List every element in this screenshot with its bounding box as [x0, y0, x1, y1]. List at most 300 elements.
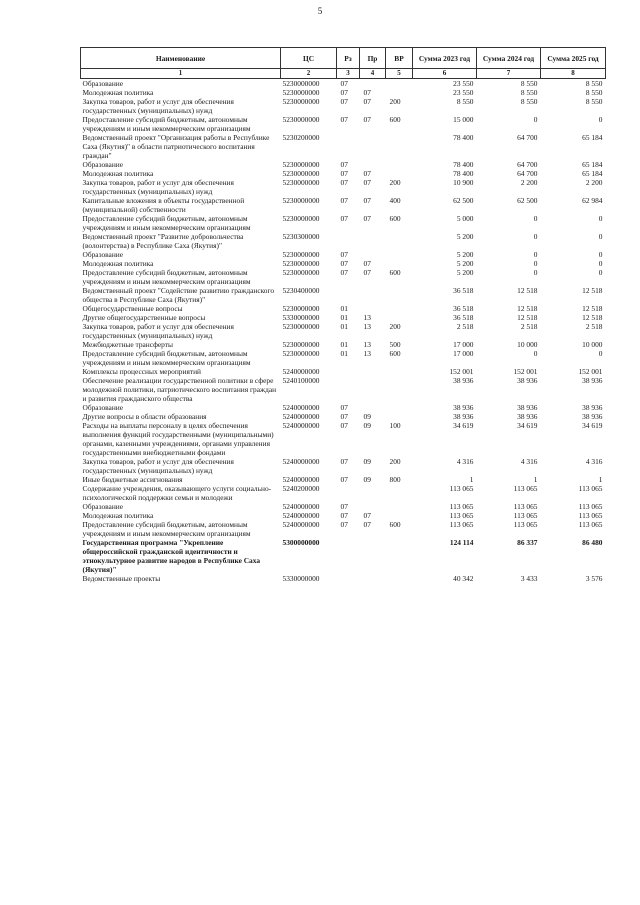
cell-cs: 5240000000	[282, 412, 320, 421]
cell-rz	[337, 286, 360, 304]
cell-sum-2023: 10 900	[453, 178, 474, 187]
cell-rz: 07	[340, 259, 348, 268]
cell-rz: 07	[340, 196, 348, 205]
cell-sum-2024: 38 936	[517, 403, 538, 412]
table-row	[81, 160, 606, 169]
cell-pr: 07	[363, 178, 371, 187]
cell-sum-2023: 36 518	[453, 304, 474, 313]
cell-vr: 800	[389, 475, 401, 484]
cell-pr	[360, 79, 386, 89]
cell-sum-2025: 0	[598, 259, 603, 268]
header-pr: Пр	[360, 48, 386, 69]
cell-pr	[360, 304, 386, 313]
cell-vr	[386, 412, 413, 421]
cell-rz: 01	[340, 349, 348, 358]
cell-rz: 07	[340, 457, 348, 466]
cell-vr: 200	[389, 97, 401, 106]
cell-pr: 07	[363, 97, 371, 106]
cell-sum-2023: 15 000	[453, 115, 474, 124]
cell-sum-2023: 78 400	[453, 169, 474, 178]
table-row	[81, 286, 606, 304]
table-row	[81, 349, 606, 367]
cell-rz	[337, 538, 360, 574]
cell-cs: 5230000000	[282, 349, 320, 358]
cell-vr	[386, 286, 413, 304]
cell-sum-2023: 17 000	[453, 349, 474, 358]
cell-rz: 07	[340, 268, 348, 277]
cell-cs: 5230000000	[282, 97, 320, 106]
cell-vr: 600	[389, 268, 401, 277]
cell-vr	[386, 169, 413, 178]
header-number: 1	[81, 69, 281, 79]
cell-cs: 5330000000	[282, 313, 320, 322]
cell-cs: 5230000000	[282, 304, 320, 313]
cell-name: Закупка товаров, работ и услуг для обеспечения государственных (муниципальных) нужд	[82, 97, 234, 115]
cell-sum-2023: 124 114	[449, 538, 474, 547]
table-row	[81, 133, 606, 160]
cell-pr: 13	[363, 340, 371, 349]
cell-cs: 5240000000	[282, 475, 320, 484]
cell-rz: 07	[340, 88, 348, 97]
cell-sum-2023: 5 200	[456, 232, 474, 241]
cell-cs: 5230300000	[282, 232, 320, 241]
cell-vr	[386, 160, 413, 169]
cell-name: Предоставление субсидий бюджетным, автономным учреждениям и иным некоммерческим организациям	[82, 115, 251, 133]
cell-name: Расходы на выплаты персоналу в целях обеспечения выполнения функций государственными (муниципальными) органами, казенными учреждениями, органами управления государственными внебюджетными фондами	[82, 421, 274, 457]
cell-pr	[360, 484, 386, 502]
cell-cs: 5240200000	[282, 484, 320, 493]
cell-cs: 5230000000	[282, 250, 320, 259]
cell-rz	[337, 574, 360, 583]
cell-pr	[360, 574, 386, 583]
header-cs: ЦС	[281, 48, 337, 69]
page-number: 5	[317, 6, 323, 16]
table-row	[81, 484, 606, 502]
cell-name: Образование	[82, 160, 124, 169]
cell-sum-2024: 62 500	[517, 196, 538, 205]
cell-vr	[386, 304, 413, 313]
cell-pr: 13	[363, 322, 371, 331]
cell-sum-2025: 0	[598, 250, 603, 259]
cell-sum-2025: 38 936	[582, 412, 603, 421]
cell-name: Предоставление субсидий бюджетным, автономным учреждениям и иным некоммерческим организациям	[82, 214, 251, 232]
cell-vr: 400	[389, 196, 401, 205]
cell-vr: 100	[389, 421, 401, 430]
cell-rz: 01	[340, 340, 348, 349]
cell-rz: 07	[340, 160, 348, 169]
cell-name: Молодежная политика	[82, 169, 154, 178]
cell-sum-2023: 78 400	[453, 160, 474, 169]
cell-sum-2023: 8 550	[456, 97, 474, 106]
header-number: 8	[541, 69, 606, 79]
cell-name: Другие общегосударственные вопросы	[82, 313, 206, 322]
cell-sum-2024: 38 936	[517, 412, 538, 421]
cell-pr	[360, 160, 386, 169]
table-row	[81, 79, 606, 89]
cell-sum-2023: 17 000	[453, 340, 474, 349]
cell-vr: 600	[389, 115, 401, 124]
cell-sum-2024: 64 700	[517, 133, 538, 142]
cell-vr	[386, 376, 413, 403]
cell-rz: 07	[340, 403, 348, 412]
cell-pr	[360, 250, 386, 259]
cell-name: Иные бюджетные ассигнования	[82, 475, 183, 484]
cell-sum-2024: 0	[533, 115, 538, 124]
cell-sum-2025: 113 065	[578, 511, 603, 520]
cell-pr: 13	[363, 349, 371, 358]
header-number-row	[81, 69, 606, 79]
cell-pr: 09	[363, 475, 371, 484]
cell-name: Образование	[82, 79, 124, 88]
cell-name: Обеспечение реализации государственной политики в сфере молодежной политики, патриотического воспитания граждан и развития гражданского общества	[82, 376, 277, 403]
cell-sum-2023: 36 518	[453, 286, 474, 295]
cell-sum-2024: 12 518	[517, 313, 538, 322]
header-number: 7	[477, 69, 541, 79]
cell-name: Предоставление субсидий бюджетным, автономным учреждениям и иным некоммерческим организациям	[82, 268, 251, 286]
cell-sum-2024: 113 065	[513, 511, 538, 520]
cell-vr	[386, 403, 413, 412]
cell-sum-2024: 38 936	[517, 376, 538, 385]
cell-vr: 600	[389, 520, 401, 529]
table-row	[81, 574, 606, 583]
cell-cs: 5230000000	[282, 340, 320, 349]
cell-sum-2025: 0	[598, 214, 603, 223]
cell-sum-2023: 113 065	[449, 520, 474, 529]
cell-rz: 01	[340, 304, 348, 313]
cell-rz: 07	[340, 115, 348, 124]
cell-cs: 5240000000	[282, 520, 320, 529]
cell-vr	[386, 259, 413, 268]
table-row	[81, 232, 606, 250]
cell-pr: 07	[363, 268, 371, 277]
cell-cs: 5230000000	[282, 160, 320, 169]
cell-rz: 07	[340, 475, 348, 484]
cell-sum-2023: 23 550	[453, 88, 474, 97]
cell-cs: 5230000000	[282, 259, 320, 268]
cell-cs: 5300000000	[282, 538, 320, 547]
cell-sum-2023: 78 400	[453, 133, 474, 142]
cell-pr: 09	[363, 412, 371, 421]
cell-vr: 200	[389, 457, 401, 466]
table-row	[81, 196, 606, 214]
cell-sum-2024: 113 065	[513, 502, 538, 511]
cell-vr: 200	[389, 322, 401, 331]
cell-cs: 5240000000	[282, 511, 320, 520]
table-row	[81, 502, 606, 511]
cell-vr	[386, 538, 413, 574]
cell-sum-2024: 2 518	[520, 322, 538, 331]
cell-name: Капитальные вложения в объекты государственной (муниципальной) собственности	[82, 196, 245, 214]
cell-sum-2025: 65 184	[582, 160, 603, 169]
cell-pr: 13	[363, 313, 371, 322]
cell-name: Закупка товаров, работ и услуг для обеспечения государственных (муниципальных) нужд	[82, 457, 234, 475]
cell-sum-2025: 8 550	[585, 79, 603, 88]
cell-pr: 07	[363, 169, 371, 178]
cell-sum-2024: 64 700	[517, 160, 538, 169]
cell-sum-2023: 5 200	[456, 259, 474, 268]
cell-pr: 07	[363, 88, 371, 97]
cell-sum-2023: 5 200	[456, 268, 474, 277]
cell-sum-2025: 12 518	[582, 313, 603, 322]
cell-cs: 5230000000	[282, 322, 320, 331]
cell-sum-2025: 8 550	[585, 88, 603, 97]
cell-name: Образование	[82, 403, 124, 412]
cell-sum-2023: 38 936	[453, 412, 474, 421]
cell-sum-2024: 2 200	[520, 178, 538, 187]
cell-vr	[386, 574, 413, 583]
cell-pr: 07	[363, 520, 371, 529]
cell-cs: 5230000000	[282, 268, 320, 277]
cell-rz: 01	[340, 322, 348, 331]
cell-sum-2023: 5 200	[456, 250, 474, 259]
cell-sum-2025: 3 576	[585, 574, 603, 583]
cell-sum-2025: 0	[598, 349, 603, 358]
header-number: 5	[386, 69, 413, 79]
cell-sum-2023: 152 001	[449, 367, 474, 376]
cell-pr: 09	[363, 457, 371, 466]
cell-vr	[386, 502, 413, 511]
table-row	[81, 457, 606, 475]
cell-cs: 5230000000	[282, 196, 320, 205]
header-vr: ВР	[386, 48, 413, 69]
cell-sum-2025: 1	[598, 475, 603, 484]
cell-rz	[337, 484, 360, 502]
cell-sum-2023: 5 000	[456, 214, 474, 223]
cell-cs: 5240000000	[282, 421, 320, 430]
cell-cs: 5230000000	[282, 79, 320, 88]
cell-sum-2024: 0	[533, 259, 538, 268]
table-row	[81, 403, 606, 412]
cell-sum-2023: 2 518	[456, 322, 474, 331]
cell-name: Предоставление субсидий бюджетным, автономным учреждениям и иным некоммерческим организациям	[82, 520, 251, 538]
cell-vr: 200	[389, 178, 401, 187]
cell-sum-2023: 113 065	[449, 484, 474, 493]
cell-vr	[386, 232, 413, 250]
table-row	[81, 367, 606, 376]
cell-sum-2024: 0	[533, 349, 538, 358]
cell-vr	[386, 250, 413, 259]
cell-sum-2023: 62 500	[453, 196, 474, 205]
cell-sum-2025: 12 518	[582, 286, 603, 295]
table-row	[81, 169, 606, 178]
cell-rz: 07	[340, 412, 348, 421]
cell-sum-2025: 65 184	[582, 133, 603, 142]
cell-sum-2024: 3 433	[520, 574, 538, 583]
header-number: 2	[281, 69, 337, 79]
cell-pr	[360, 403, 386, 412]
cell-sum-2024: 64 700	[517, 169, 538, 178]
cell-cs: 5230000000	[282, 178, 320, 187]
cell-vr	[386, 511, 413, 520]
cell-cs: 5230000000	[282, 214, 320, 223]
cell-pr	[360, 232, 386, 250]
table-row	[81, 520, 606, 538]
cell-cs: 5230400000	[282, 286, 320, 295]
cell-name: Комплексы процессных мероприятий	[82, 367, 201, 376]
cell-rz: 01	[340, 313, 348, 322]
cell-sum-2024: 0	[533, 268, 538, 277]
cell-sum-2025: 12 518	[582, 304, 603, 313]
cell-rz: 07	[340, 214, 348, 223]
cell-sum-2024: 8 550	[520, 97, 538, 106]
cell-sum-2023: 113 065	[449, 511, 474, 520]
cell-sum-2025: 8 550	[585, 97, 603, 106]
cell-sum-2025: 113 065	[578, 502, 603, 511]
cell-pr	[360, 367, 386, 376]
cell-sum-2025: 4 316	[585, 457, 603, 466]
cell-sum-2024: 8 550	[520, 88, 538, 97]
header-sum-2023: Сумма 2023 год	[413, 48, 477, 69]
table-row	[81, 178, 606, 196]
cell-vr	[386, 79, 413, 89]
cell-pr	[360, 133, 386, 160]
cell-name: Закупка товаров, работ и услуг для обеспечения государственных (муниципальных) нужд	[82, 178, 234, 196]
cell-sum-2025: 62 984	[582, 196, 603, 205]
cell-sum-2023: 4 316	[456, 457, 474, 466]
table-row	[81, 538, 606, 574]
cell-name: Молодежная политика	[82, 259, 154, 268]
cell-sum-2025: 38 936	[582, 403, 603, 412]
cell-sum-2023: 36 518	[453, 313, 474, 322]
table-row	[81, 475, 606, 484]
cell-sum-2025: 0	[598, 268, 603, 277]
cell-name: Межбюджетные трансферты	[82, 340, 173, 349]
cell-name: Образование	[82, 250, 124, 259]
cell-sum-2025: 2 200	[585, 178, 603, 187]
cell-pr	[360, 286, 386, 304]
cell-sum-2025: 0	[598, 115, 603, 124]
cell-rz: 07	[340, 250, 348, 259]
cell-sum-2023: 38 936	[453, 403, 474, 412]
cell-sum-2023: 23 550	[453, 79, 474, 88]
cell-pr: 07	[363, 259, 371, 268]
cell-sum-2024: 113 065	[513, 520, 538, 529]
table-row	[81, 340, 606, 349]
header-number: 4	[360, 69, 386, 79]
cell-pr	[360, 538, 386, 574]
header-row	[81, 48, 606, 69]
cell-rz: 07	[340, 511, 348, 520]
cell-sum-2024: 12 518	[517, 304, 538, 313]
header-number: 6	[413, 69, 477, 79]
cell-name: Предоставление субсидий бюджетным, автономным учреждениям и иным некоммерческим организациям	[82, 349, 251, 367]
cell-sum-2025: 113 065	[578, 520, 603, 529]
cell-rz: 07	[340, 97, 348, 106]
table-row	[81, 511, 606, 520]
cell-rz: 07	[340, 502, 348, 511]
table-row	[81, 304, 606, 313]
table-row	[81, 412, 606, 421]
cell-sum-2025: 2 518	[585, 322, 603, 331]
cell-pr: 09	[363, 421, 371, 430]
cell-sum-2025: 86 480	[582, 538, 603, 547]
header-name: Наименование	[81, 48, 281, 69]
header-sum-2024: Сумма 2024 год	[477, 48, 541, 69]
cell-sum-2024: 8 550	[520, 79, 538, 88]
cell-rz: 07	[340, 169, 348, 178]
cell-name: Другие вопросы в области образования	[82, 412, 207, 421]
cell-sum-2024: 152 001	[513, 367, 538, 376]
cell-sum-2024: 0	[533, 232, 538, 241]
cell-rz	[337, 232, 360, 250]
table-row	[81, 88, 606, 97]
cell-cs: 5240000000	[282, 367, 320, 376]
table-row	[81, 376, 606, 403]
cell-cs: 5240000000	[282, 403, 320, 412]
cell-name: Молодежная политика	[82, 511, 154, 520]
cell-sum-2023: 38 936	[453, 376, 474, 385]
cell-cs: 5240000000	[282, 457, 320, 466]
table-row	[81, 268, 606, 286]
cell-sum-2025: 152 001	[578, 367, 603, 376]
table-row	[81, 97, 606, 115]
cell-cs: 5230000000	[282, 88, 320, 97]
cell-sum-2024: 12 518	[517, 286, 538, 295]
cell-sum-2025: 65 184	[582, 169, 603, 178]
cell-pr	[360, 502, 386, 511]
table-row	[81, 421, 606, 457]
cell-sum-2023: 34 619	[453, 421, 474, 430]
cell-rz	[337, 376, 360, 403]
table-row	[81, 322, 606, 340]
table-row	[81, 115, 606, 133]
cell-pr: 07	[363, 511, 371, 520]
cell-vr	[386, 133, 413, 160]
cell-cs: 5330000000	[282, 574, 320, 583]
cell-vr	[386, 484, 413, 502]
table-row	[81, 259, 606, 268]
cell-sum-2025: 38 936	[582, 376, 603, 385]
cell-rz	[337, 367, 360, 376]
cell-vr: 600	[389, 349, 401, 358]
cell-sum-2024: 113 065	[513, 484, 538, 493]
cell-name: Содержание учреждения, оказывающего услуги социально-психологической поддержки семьи и молодежи	[82, 484, 272, 502]
budget-table	[80, 47, 606, 583]
cell-cs: 5230000000	[282, 169, 320, 178]
table-row	[81, 214, 606, 232]
cell-pr	[360, 376, 386, 403]
cell-cs: 5240100000	[282, 376, 320, 385]
cell-sum-2024: 0	[533, 250, 538, 259]
cell-name: Ведомственный проект "Организация работы в Республике Саха (Якутия)" в области патриотического воспитания граждан"	[82, 133, 270, 160]
cell-name: Ведомственные проекты	[82, 574, 161, 583]
header-sum-2025: Сумма 2025 год	[541, 48, 606, 69]
header-number: 3	[337, 69, 360, 79]
cell-sum-2024: 0	[533, 214, 538, 223]
cell-sum-2023: 113 065	[449, 502, 474, 511]
cell-sum-2024: 34 619	[517, 421, 538, 430]
header-rz: Рз	[337, 48, 360, 69]
cell-rz	[337, 133, 360, 160]
cell-sum-2023: 40 342	[453, 574, 474, 583]
cell-name: Государственная программа "Укрепление общероссийской гражданской идентичности и этнокультурное развитие народов в Республике Саха (Якутия)"	[82, 538, 261, 574]
cell-sum-2024: 1	[533, 475, 538, 484]
cell-name: Образование	[82, 502, 124, 511]
cell-sum-2025: 34 619	[582, 421, 603, 430]
cell-sum-2024: 4 316	[520, 457, 538, 466]
cell-vr	[386, 88, 413, 97]
cell-name: Молодежная политика	[82, 88, 154, 97]
cell-sum-2025: 10 000	[582, 340, 603, 349]
cell-rz: 07	[340, 421, 348, 430]
cell-vr	[386, 313, 413, 322]
table-row	[81, 313, 606, 322]
cell-pr: 07	[363, 196, 371, 205]
cell-rz: 07	[340, 178, 348, 187]
cell-vr: 500	[389, 340, 401, 349]
cell-sum-2024: 10 000	[517, 340, 538, 349]
cell-sum-2024: 86 337	[517, 538, 538, 547]
